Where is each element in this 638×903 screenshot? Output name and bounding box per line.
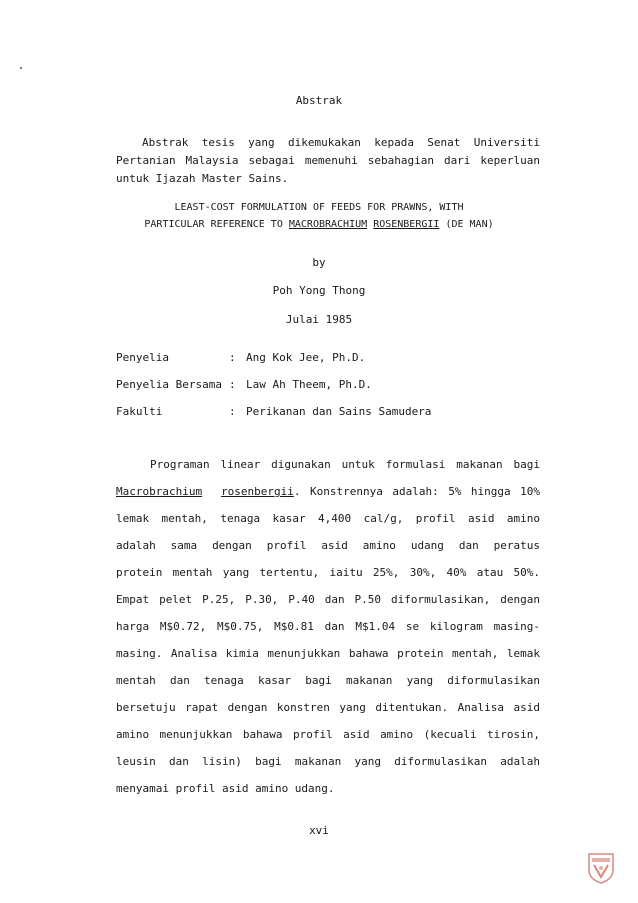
body-genus: Macrobrachium bbox=[116, 485, 203, 498]
body-line: Programan linear digunakan untuk formulasi makanan bagi bbox=[150, 458, 540, 471]
meta-key: Penyelia Bersama bbox=[116, 378, 222, 391]
abstract-intro bbox=[116, 134, 540, 188]
meta-value: Perikanan dan Sains Samudera bbox=[246, 405, 432, 418]
thesis-title-line-1: LEAST-COST FORMULATION OF FEEDS FOR PRAWNS, WITH bbox=[174, 202, 464, 213]
body-line: Empat pelet P.25, P.30, P.40 dan P.50 diformulasikan, dengan bbox=[116, 593, 540, 606]
by-label: by bbox=[312, 256, 326, 269]
body-line: menyamai profil asid amino udang. bbox=[116, 782, 335, 795]
body-line: bersetuju rapat dengan konstren yang ditentukan. Analisa asid bbox=[116, 701, 540, 714]
meta-value: Law Ah Theem, Ph.D. bbox=[246, 378, 372, 391]
abstract-line: Abstrak tesis yang dikemukakan kepada Senat Universiti bbox=[142, 136, 540, 149]
page-number: xvi bbox=[309, 824, 329, 837]
meta-key: Penyelia bbox=[116, 351, 169, 364]
body-species: rosenbergii bbox=[221, 485, 294, 498]
abstract-line: untuk Ijazah Master Sains. bbox=[116, 172, 289, 185]
meta-sep: : bbox=[229, 405, 236, 418]
body-line: amino menunjukkan bahawa profil asid amino (kecuali tirosin, bbox=[116, 728, 540, 741]
title-suffix: (DE MAN) bbox=[439, 219, 494, 230]
thesis-title-line-2 bbox=[0, 219, 638, 230]
body-line: harga M$0.72, M$0.75, M$0.81 dan M$1.04 se kilogram masing- bbox=[116, 620, 540, 633]
meta-key: Fakulti bbox=[116, 405, 163, 418]
body-line: masing. Analisa kimia menunjukkan bahawa protein mentah, lemak bbox=[116, 647, 540, 660]
body-line: leusin dan lisin) bagi makanan yang diformulasikan adalah bbox=[116, 755, 540, 768]
abstract-line: Pertanian Malaysia sebagai memenuhi sebahagian dari keperluan bbox=[116, 154, 540, 167]
thesis-date: Julai 1985 bbox=[285, 313, 353, 326]
body-line: adalah sama dengan profil asid amino udang dan peratus bbox=[116, 539, 540, 552]
abstract-body bbox=[116, 451, 540, 802]
abstract-heading: Abstrak bbox=[295, 94, 343, 107]
title-genus: MACROBRACHIUM bbox=[288, 219, 368, 230]
title-prefix: PARTICULAR REFERENCE TO bbox=[144, 219, 289, 230]
meta-value: Ang Kok Jee, Ph.D. bbox=[246, 351, 366, 364]
speck-mark bbox=[20, 67, 22, 69]
meta-row-co-supervisor bbox=[116, 378, 372, 391]
body-line: protein mentah yang tertentu, iaitu 25%, 30%, 40% atau 50%. bbox=[116, 566, 540, 579]
body-line: mentah dan tenaga kasar bagi makanan yang diformulasikan bbox=[116, 674, 540, 687]
title-species: ROSENBERGII bbox=[373, 219, 440, 230]
meta-row-faculty bbox=[116, 405, 431, 418]
meta-sep: : bbox=[229, 378, 236, 391]
meta-sep: : bbox=[229, 351, 236, 364]
author-name: Poh Yong Thong bbox=[272, 284, 366, 297]
meta-row-supervisor bbox=[116, 351, 365, 364]
body-line: lemak mentah, tenaga kasar 4,400 cal/g, profil asid amino bbox=[116, 512, 540, 525]
university-crest-icon bbox=[586, 852, 616, 884]
body-line bbox=[116, 478, 540, 505]
body-line-rest: . Konstrennya adalah: 5% hingga 10% bbox=[293, 485, 540, 498]
